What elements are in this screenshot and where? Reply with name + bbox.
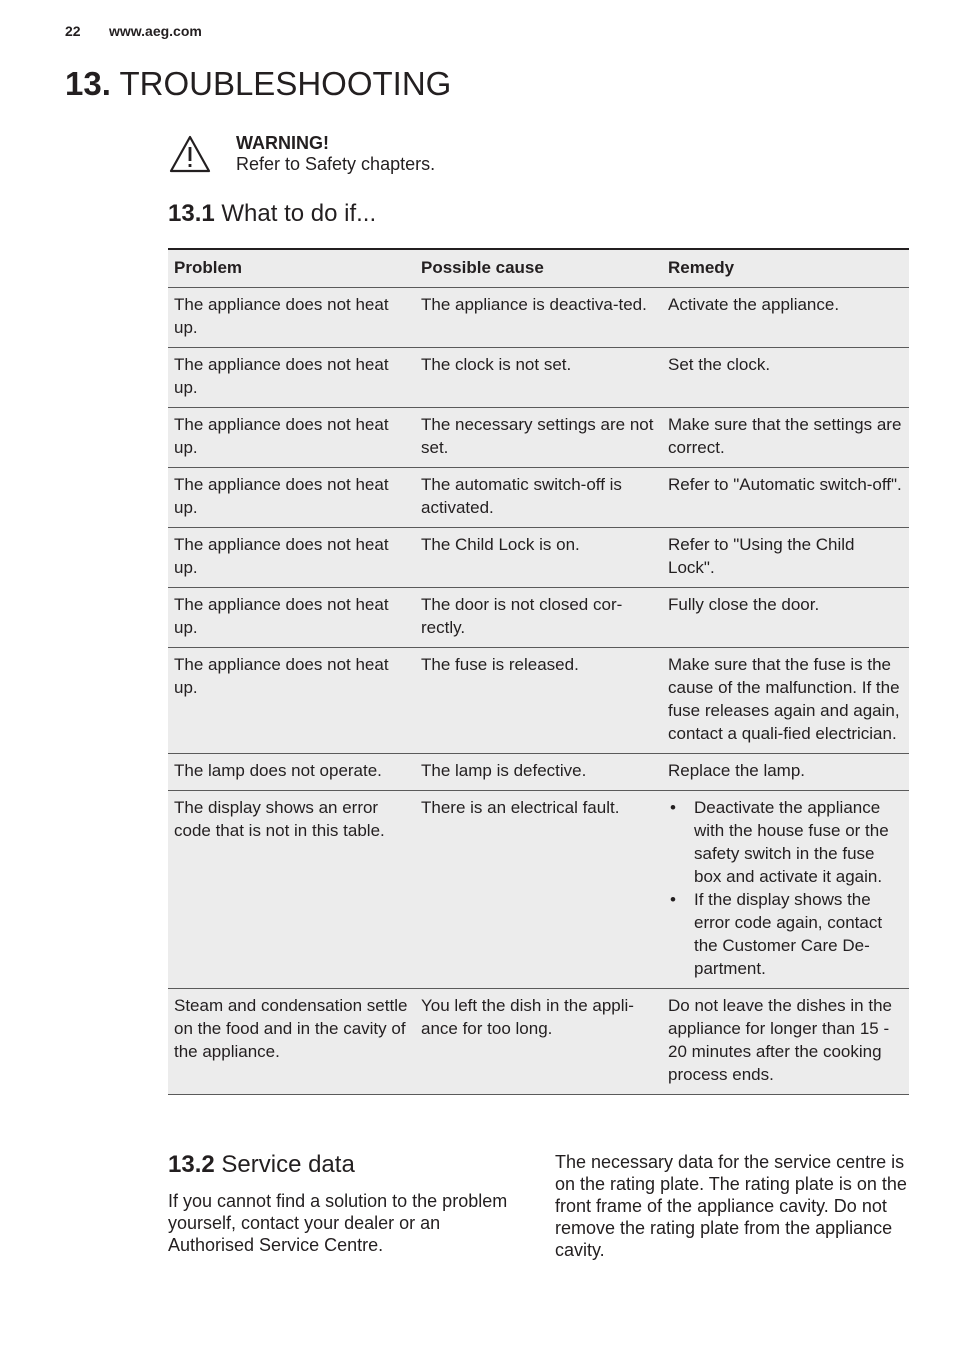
remedy-cell: Make sure that the fuse is the cause of the malfunction. If the fuse releases again and again, contact a quali-fied electrician.	[662, 648, 909, 754]
section-heading-what-to-do	[168, 199, 376, 229]
cause-cell: The fuse is released.	[415, 648, 662, 754]
table-row	[168, 348, 909, 408]
warning-text: Refer to Safety chapters.	[236, 154, 436, 174]
page-number: 22	[65, 23, 81, 39]
cause-cell: The clock is not set.	[415, 348, 662, 408]
service-data-left-paragraph: If you cannot find a solution to the problem yourself, contact your dealer or an Authorised Service Centre.	[168, 1191, 508, 1255]
table-row	[168, 468, 909, 528]
table-row	[168, 754, 909, 791]
problem-cell: The appliance does not heat up.	[168, 648, 415, 754]
remedy-cell: Refer to "Automatic switch-off".	[662, 468, 909, 528]
chapter-title	[65, 62, 451, 106]
chapter-name: TROUBLESHOOTING	[119, 65, 452, 102]
remedy-cell	[662, 791, 909, 989]
cause-cell: The lamp is defective.	[415, 754, 662, 791]
problem-cell: The appliance does not heat up.	[168, 588, 415, 648]
table-row	[168, 648, 909, 754]
remedy-cell: Do not leave the dishes in the appliance for longer than 15 - 20 minutes after the cooking process ends.	[662, 989, 909, 1095]
warning-title: WARNING!	[236, 133, 329, 153]
table-row	[168, 989, 909, 1095]
problem-cell: The appliance does not heat up.	[168, 408, 415, 468]
cause-cell: There is an electrical fault.	[415, 791, 662, 989]
cause-cell: The door is not closed cor-rectly.	[415, 588, 662, 648]
table-row	[168, 288, 909, 348]
problem-cell: The lamp does not operate.	[168, 754, 415, 791]
problem-cell: The display shows an error code that is not in this table.	[168, 791, 415, 989]
cause-cell: The appliance is deactiva-ted.	[415, 288, 662, 348]
section-title: What to do if...	[221, 200, 377, 227]
cause-cell: You left the dish in the appli-ance for too long.	[415, 989, 662, 1095]
remedy-cell: Fully close the door.	[662, 588, 909, 648]
table-row	[168, 528, 909, 588]
table-row	[168, 588, 909, 648]
cause-cell: The automatic switch-off is activated.	[415, 468, 662, 528]
chapter-number: 13.	[65, 65, 111, 102]
column-header-remedy: Remedy	[662, 249, 909, 288]
problem-cell: The appliance does not heat up.	[168, 348, 415, 408]
column-header-problem: Problem	[168, 249, 415, 288]
service-data-right-paragraph: The necessary data for the service centre is on the rating plate. The rating plate is on the front frame of the appliance cavity. Do not remove the rating plate from the appliance cavity.	[555, 1152, 907, 1260]
section-number: 13.1	[168, 200, 215, 227]
table-row	[168, 791, 909, 989]
table-header-row	[168, 249, 909, 288]
remedy-bullet: • Deactivate the appliance with the house fuse or the safety switch in the fuse box and activate it again.	[668, 796, 903, 888]
table-row	[168, 408, 909, 468]
remedy-cell: Make sure that the settings are correct.	[662, 408, 909, 468]
warning-triangle-icon	[168, 134, 212, 174]
page-header	[65, 23, 202, 39]
column-header-cause: Possible cause	[415, 249, 662, 288]
section-heading-service-data	[168, 1150, 355, 1180]
problem-cell: The appliance does not heat up.	[168, 288, 415, 348]
remedy-bullet-list	[668, 796, 903, 980]
section-title: Service data	[221, 1151, 355, 1178]
cause-cell: The necessary settings are not set.	[415, 408, 662, 468]
remedy-cell: Activate the appliance.	[662, 288, 909, 348]
problem-cell: Steam and condensation settle on the food and in the cavity of the appliance.	[168, 989, 415, 1095]
remedy-cell: Refer to "Using the Child Lock".	[662, 528, 909, 588]
troubleshooting-table	[168, 248, 909, 1095]
section-number: 13.2	[168, 1151, 215, 1178]
remedy-bullet: • If the display shows the error code again, contact the Customer Care De-partment.	[668, 888, 903, 980]
remedy-cell: Replace the lamp.	[662, 754, 909, 791]
remedy-cell: Set the clock.	[662, 348, 909, 408]
problem-cell: The appliance does not heat up.	[168, 468, 415, 528]
problem-cell: The appliance does not heat up.	[168, 528, 415, 588]
cause-cell: The Child Lock is on.	[415, 528, 662, 588]
website-link[interactable]: www.aeg.com	[109, 23, 202, 39]
